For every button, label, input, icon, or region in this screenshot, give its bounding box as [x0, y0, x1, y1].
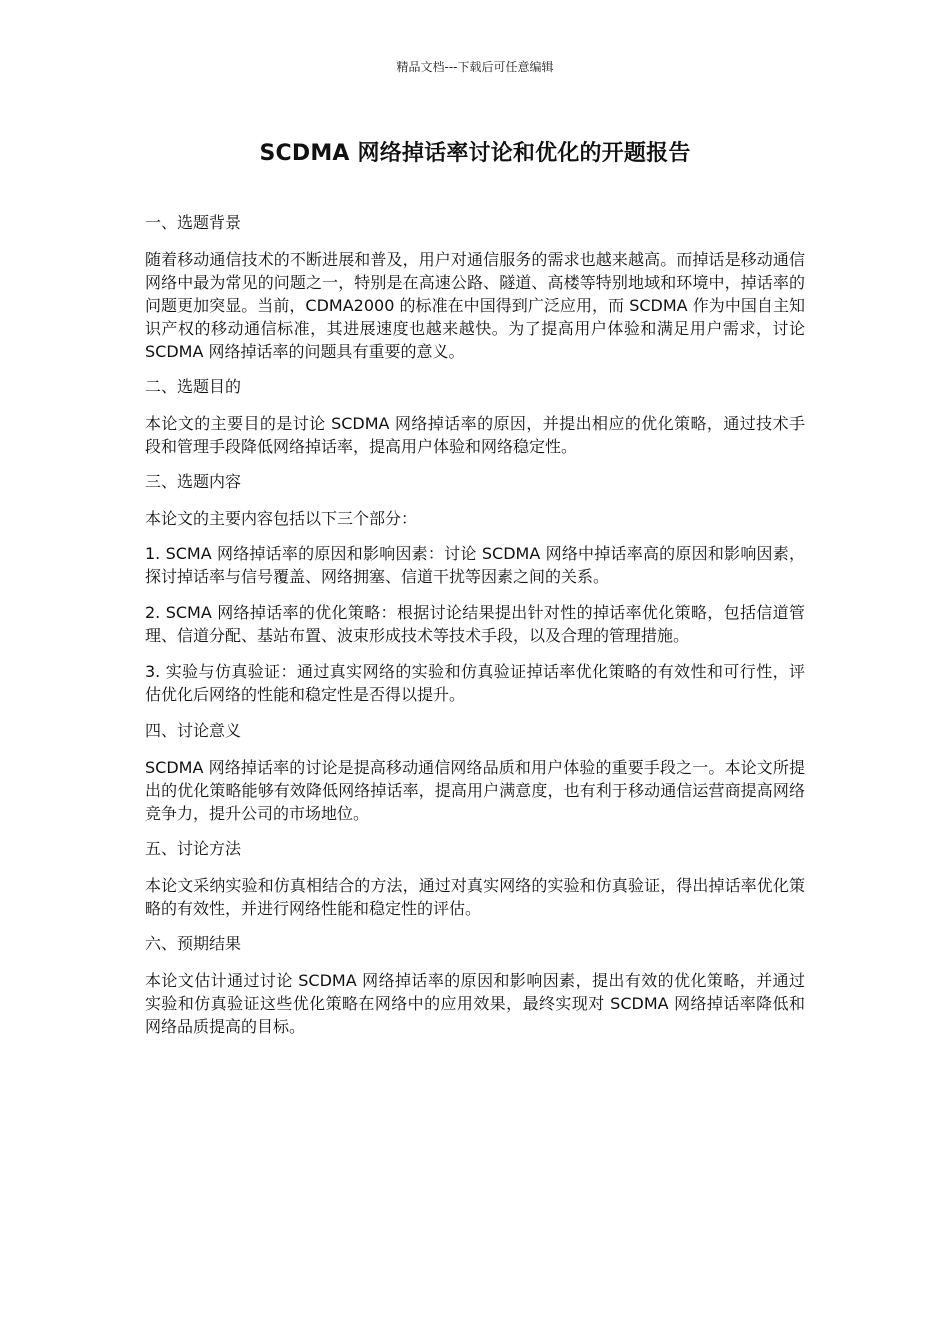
list-item: 1. SCMA 网络掉话率的原因和影响因素：讨论 SCDMA 网络中掉话率高的原因和影响因素，探讨掉话率与信号覆盖、网络拥塞、信道干扰等因素之间的关系。	[145, 544, 805, 586]
section-heading: 六、预期结果	[145, 934, 242, 953]
paragraph: SCDMA 网络掉话率的讨论是提高移动通信网络品质和用户体验的重要手段之一。本论文所提出的优化策略能够有效降低网络掉话率，提高用户满意度，也有利于移动通信运营商提高网络竞争力，提升公司的市场地位。	[145, 758, 805, 823]
section-heading: 四、讨论意义	[145, 721, 242, 740]
paragraph: 本论文估计通过讨论 SCDMA 网络掉话率的原因和影响因素，提出有效的优化策略，并通过实验和仿真验证这些优化策略在网络中的应用效果，最终实现对 SCDMA 网络掉话率降低和网络品质提高的目标。	[145, 971, 805, 1036]
section-heading: 三、选题内容	[145, 472, 242, 491]
section-content	[145, 470, 805, 706]
section-background	[145, 211, 805, 363]
section-significance	[145, 719, 805, 825]
section-heading: 五、讨论方法	[145, 839, 242, 858]
paragraph: 本论文采纳实验和仿真相结合的方法，通过对真实网络的实验和仿真验证，得出掉话率优化策略的有效性，并进行网络性能和稳定性的评估。	[145, 876, 805, 918]
section-heading: 二、选题目的	[145, 377, 242, 396]
list-item: 2. SCMA 网络掉话率的优化策略：根据讨论结果提出针对性的掉话率优化策略，包括信道管理、信道分配、基站布置、波束形成技术等技术手段，以及合理的管理措施。	[145, 603, 805, 645]
section-purpose	[145, 375, 805, 458]
section-method	[145, 837, 805, 920]
document-title: SCDMA 网络掉话率讨论和优化的开题报告	[259, 141, 691, 166]
paragraph: 本论文的主要目的是讨论 SCDMA 网络掉话率的原因，并提出相应的优化策略，通过技术手段和管理手段降低网络掉话率，提高用户体验和网络稳定性。	[145, 414, 805, 456]
document-body	[145, 211, 805, 1050]
paragraph: 随着移动通信技术的不断进展和普及，用户对通信服务的需求也越来越高。而掉话是移动通信网络中最为常见的问题之一，特别是在高速公路、隧道、高楼等特别地域和环境中，掉话率的问题更加突显。当前，CDMA2000 的标准在中国得到广泛应用，而 SCDMA 作为中国自主知识产权的移动通信标准，其进展速度也越来越快。为了提高用户体验和满足用户需求，讨论 SCDMA 网络掉话率的问题具有重要的意义。	[145, 250, 805, 361]
header-note: 精品文档---下载后可任意编辑	[396, 60, 554, 74]
list-item: 3. 实验与仿真验证：通过真实网络的实验和仿真验证掉话率优化策略的有效性和可行性，评估优化后网络的性能和稳定性是否得以提升。	[145, 662, 805, 704]
section-heading: 一、选题背景	[145, 213, 242, 232]
paragraph: 本论文的主要内容包括以下三个部分：	[145, 509, 418, 528]
section-expected-results	[145, 932, 805, 1038]
